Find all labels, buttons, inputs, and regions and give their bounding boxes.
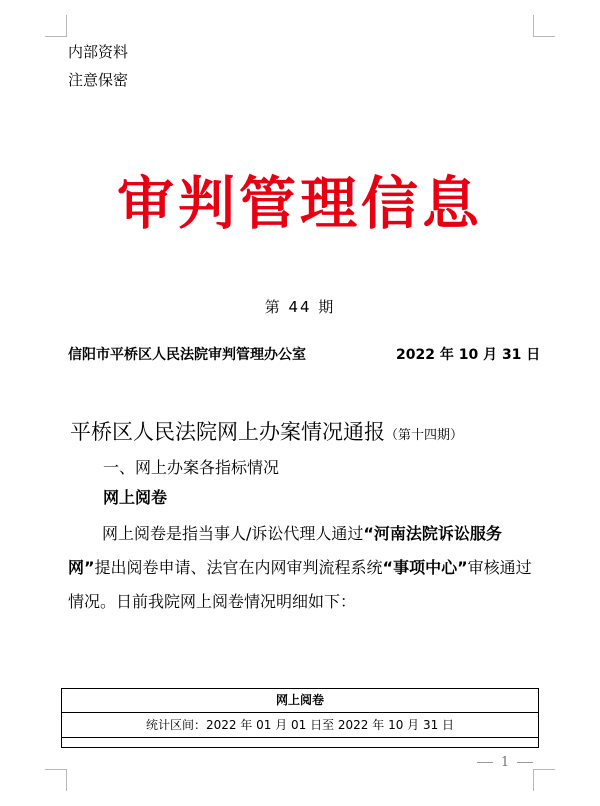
header-note-internal: 内部资料 bbox=[68, 43, 129, 61]
section-heading: 一、网上办案各指标情况 bbox=[103, 458, 280, 477]
page-footer bbox=[470, 752, 540, 772]
footer-dash-left bbox=[477, 762, 493, 763]
paragraph-part-1: 网上阅卷是指当事人/诉讼代理人通过 bbox=[102, 524, 364, 543]
issue-number: 第 44 期 bbox=[264, 298, 336, 316]
document-title: 审判管理信息 bbox=[117, 170, 483, 237]
crop-mark-top-right bbox=[533, 15, 555, 37]
table-title: 网上阅卷 bbox=[62, 689, 538, 713]
paragraph-bold-matter-center: “事项中心” bbox=[382, 558, 468, 577]
crop-mark-bottom-left bbox=[45, 769, 67, 791]
table-period: 统计区间：2022 年 01 月 01 日至 2022 年 10 月 31 日 bbox=[62, 713, 538, 738]
paragraph-part-2: 提出阅卷申请、法官在内网审判流程系统 bbox=[94, 558, 383, 577]
footer-dash-right bbox=[517, 762, 533, 763]
report-title bbox=[70, 418, 463, 450]
paragraph-bold-service-network: “河南法院诉讼服务网” bbox=[68, 524, 502, 577]
subsection-heading: 网上阅卷 bbox=[103, 488, 168, 507]
crop-mark-bottom-right bbox=[533, 769, 555, 791]
body-paragraph bbox=[68, 517, 538, 619]
page-number: 1 bbox=[500, 754, 510, 770]
report-title-text: 平桥区人民法院网上办案情况通报 bbox=[70, 420, 385, 444]
issuing-office: 信阳市平桥区人民法院审判管理办公室 bbox=[68, 347, 306, 363]
crop-mark-top-left bbox=[45, 15, 67, 37]
report-title-note: （第十四期） bbox=[385, 428, 464, 443]
paragraph-part-3: 审核通过情况。日前我院网上阅卷情况明细如下： bbox=[68, 558, 532, 611]
stats-table bbox=[61, 688, 539, 748]
header-note-confidential: 注意保密 bbox=[68, 71, 129, 89]
issue-date: 2022 年 10 月 31 日 bbox=[396, 347, 541, 363]
